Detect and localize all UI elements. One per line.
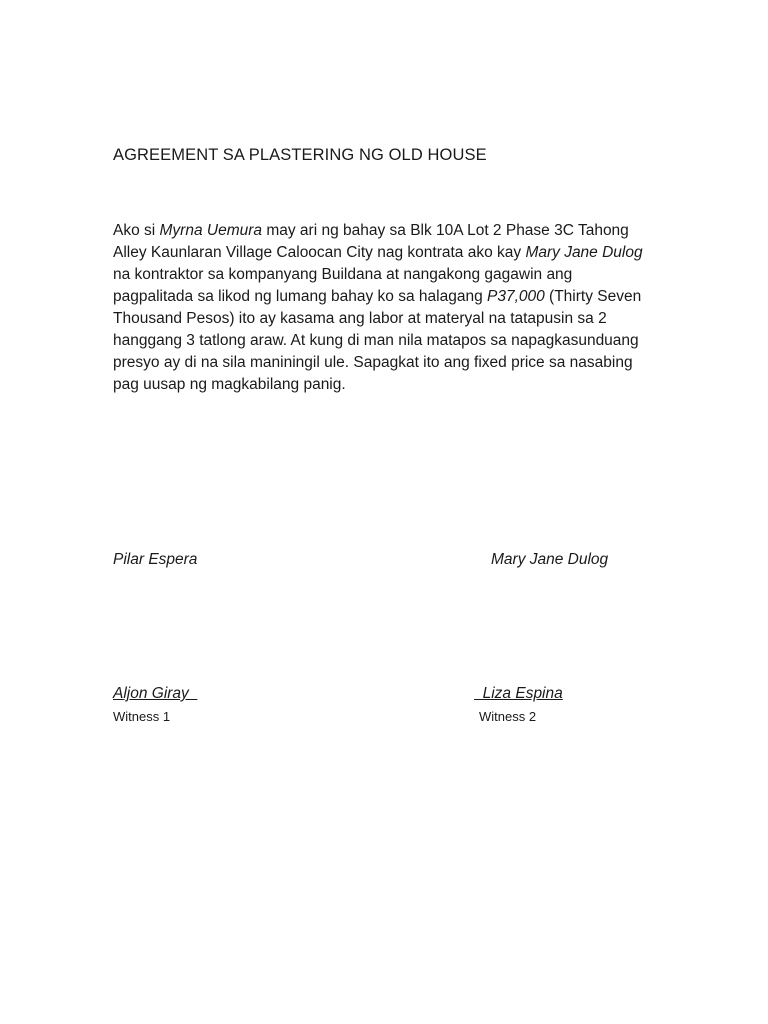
- signatory-right-name: Mary Jane Dulog: [491, 551, 609, 568]
- body-line-2: Alley Kaunlaran Village Caloocan City nag kontrata ako kay Mary Jane Dulog: [113, 244, 643, 261]
- agreement-body: [113, 220, 673, 396]
- document-title: AGREEMENT SA PLASTERING NG OLD HOUSE: [113, 146, 487, 164]
- body-line-7: presyo ay di na sila maniningil ule. Sapagkat ito ang fixed price sa nasabing: [113, 354, 633, 371]
- body-line-5: Thousand Pesos) ito ay kasama ang labor at materyal na tatapusin sa 2: [113, 310, 607, 327]
- body-line-3: na kontraktor sa kompanyang Buildana at nangakong gagawin ang: [113, 266, 573, 283]
- body-line-1: Ako si Myrna Uemura may ari ng bahay sa Blk 10A Lot 2 Phase 3C Tahong: [113, 222, 629, 239]
- witness-2-label: Witness 2: [479, 709, 537, 724]
- body-line-4: pagpalitada sa likod ng lumang bahay ko sa halagang P37,000 (Thirty Seven: [113, 288, 642, 305]
- owner-name: Myrna Uemura: [159, 222, 263, 239]
- witness-1-label: Witness 1: [113, 709, 171, 724]
- body-line-8: pag uusap ng magkabilang panig.: [113, 376, 346, 393]
- witness-2-name: Liza Espina: [474, 685, 563, 702]
- signatory-left-name: Pilar Espera: [113, 551, 198, 568]
- contractor-name: Mary Jane Dulog: [525, 244, 643, 261]
- body-line-6: hanggang 3 tatlong araw. At kung di man nila matapos sa napagkasunduang: [113, 332, 639, 349]
- witness-1-name: Aljon Giray: [113, 685, 198, 702]
- contract-amount: P37,000: [487, 288, 545, 305]
